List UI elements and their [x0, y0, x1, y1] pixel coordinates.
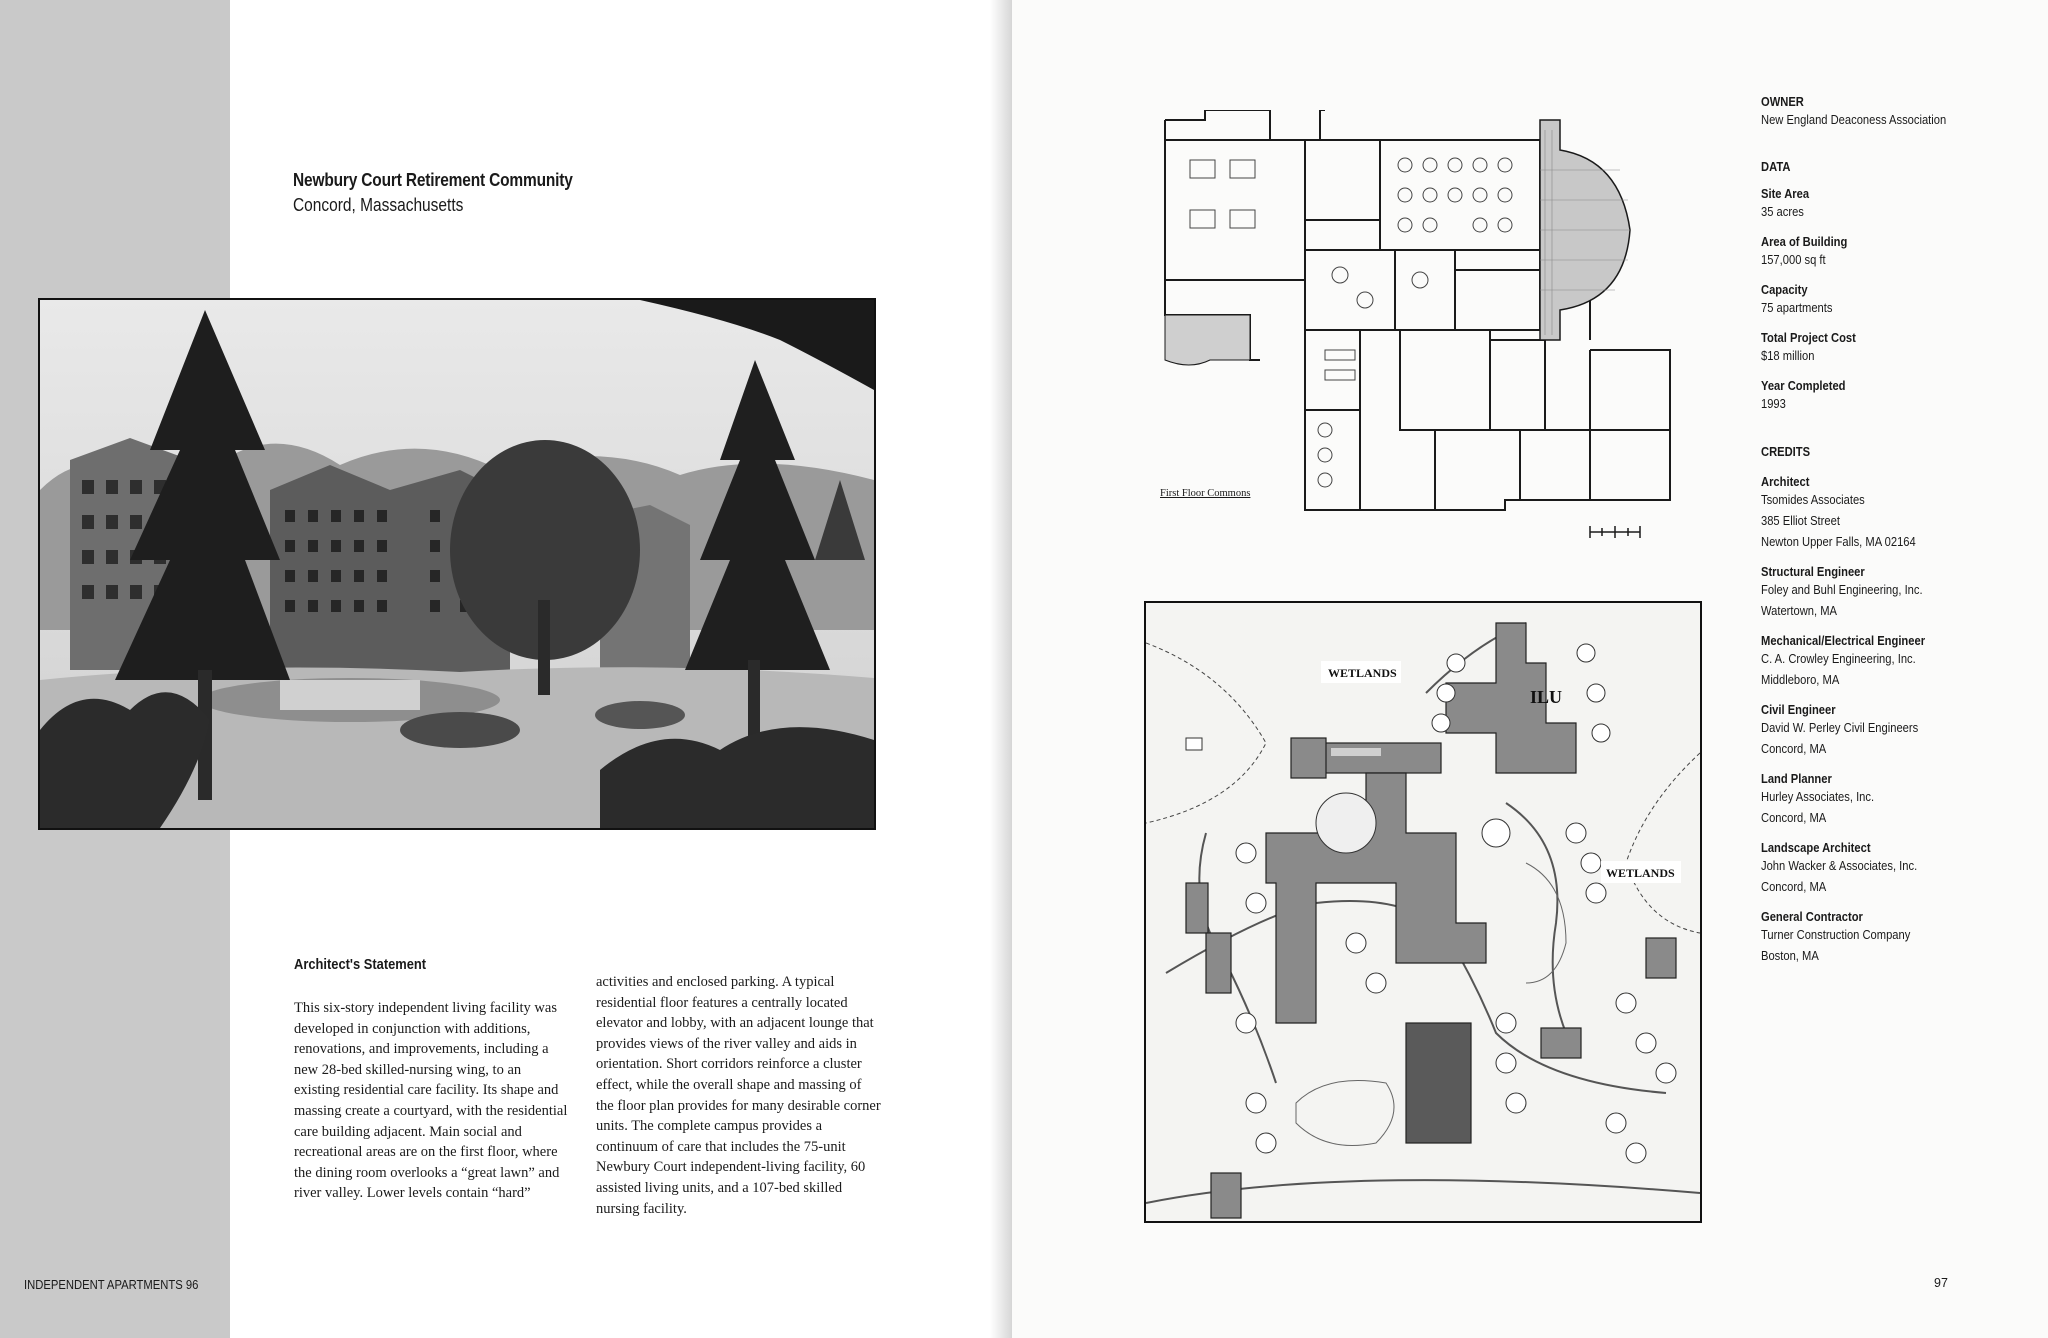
- credit-item: [1761, 474, 1941, 552]
- owner-value: New England Deaconess Association: [1761, 112, 1947, 127]
- data-item: [1761, 378, 1859, 414]
- credit-line: Turner Construction Company: [1761, 927, 1911, 942]
- credit-item: [1761, 633, 1952, 690]
- credit-line: John Wacker & Associates, Inc.: [1761, 858, 1918, 873]
- credit-line: 385 Elliot Street: [1761, 513, 1840, 528]
- credit-role: Land Planner: [1761, 771, 1832, 786]
- credit-role: General Contractor: [1761, 909, 1863, 924]
- left-page: [0, 0, 1012, 1338]
- credit-role: Civil Engineer: [1761, 702, 1836, 717]
- owner-section: [1761, 94, 1976, 130]
- credit-line: Watertown, MA: [1761, 603, 1838, 618]
- credit-item: [1761, 840, 1943, 897]
- data-item: [1761, 330, 1871, 366]
- data-label: Area of Building: [1761, 234, 1848, 249]
- site-plan-drawing: [1146, 603, 1700, 1221]
- wetlands-label-top: WETLANDS: [1328, 666, 1397, 680]
- data-value: 35 acres: [1761, 204, 1804, 219]
- credit-line: C. A. Crowley Engineering, Inc.: [1761, 651, 1916, 666]
- site-plan-image: [1144, 601, 1702, 1223]
- credit-role: Architect: [1761, 474, 1810, 489]
- gray-margin-band-top: [0, 0, 230, 298]
- data-value: $18 million: [1761, 348, 1815, 363]
- credit-line: Concord, MA: [1761, 741, 1827, 756]
- credit-line: Newton Upper Falls, MA 02164: [1761, 534, 1916, 549]
- gray-margin-band-bottom: [0, 830, 230, 1338]
- project-title: Newbury Court Retirement Community: [293, 170, 573, 190]
- owner-heading: OWNER: [1761, 94, 1804, 109]
- wetlands-label-right: WETLANDS: [1606, 866, 1675, 880]
- data-label: Total Project Cost: [1761, 330, 1856, 345]
- credit-line: Hurley Associates, Inc.: [1761, 789, 1875, 804]
- data-label: Year Completed: [1761, 378, 1846, 393]
- credit-item: [1761, 564, 1949, 621]
- credit-item: [1761, 771, 1893, 828]
- credits-heading: CREDITS: [1761, 444, 1811, 459]
- project-title-block: [293, 170, 618, 216]
- building-rendering-image: [38, 298, 876, 830]
- credit-line: Foley and Buhl Engineering, Inc.: [1761, 582, 1923, 597]
- credit-role: Structural Engineer: [1761, 564, 1865, 579]
- data-item: [1761, 186, 1817, 222]
- statement-column-2: [596, 972, 882, 1219]
- data-section: [1761, 159, 1795, 174]
- data-heading: DATA: [1761, 159, 1791, 174]
- credit-item: [1761, 702, 1944, 759]
- statement-column-1: [294, 998, 570, 1204]
- floor-plan-caption: First Floor Commons: [1160, 488, 1251, 499]
- credit-role: Landscape Architect: [1761, 840, 1871, 855]
- data-item: [1761, 282, 1844, 318]
- credit-line: David W. Perley Civil Engineers: [1761, 720, 1919, 735]
- credit-line: Middleboro, MA: [1761, 672, 1840, 687]
- data-value: 157,000 sq ft: [1761, 252, 1826, 267]
- credits-section: [1761, 444, 1818, 459]
- project-location: Concord, Massachusetts: [293, 195, 464, 215]
- credit-line: Concord, MA: [1761, 810, 1827, 825]
- credit-line: Concord, MA: [1761, 879, 1827, 894]
- data-value: 1993: [1761, 396, 1786, 411]
- statement-text-2: activities and enclosed parking. A typical residential floor features a centrally located elevator and lobby, with an adjacent lounge that provides views of the river valley and aids in orientation. Short corridors reinforce a cluster effect, while the overall shape and massing of the floor plan provides for many desirable corner units. The complete campus provides a continuum of care that includes the 75-unit Newbury Court independent-living facility, 60 assisted living units, and a 107-bed skilled nursing facility.: [596, 974, 881, 1217]
- credit-line: Tsomides Associates: [1761, 492, 1865, 507]
- credit-item: [1761, 909, 1935, 966]
- architects-statement-heading: Architect's Statement: [294, 956, 427, 973]
- running-footer-left: INDEPENDENT APARTMENTS 96: [24, 1278, 199, 1292]
- first-floor-plan-drawing: [1150, 110, 1710, 550]
- data-value: 75 apartments: [1761, 300, 1833, 315]
- page-number: 97: [1934, 1276, 1948, 1290]
- gray-margin-band-mid: [0, 298, 38, 830]
- credit-line: Boston, MA: [1761, 948, 1819, 963]
- ilu-label: ILU: [1530, 687, 1563, 707]
- building-rendering-drawing: [40, 300, 874, 828]
- credit-role: Mechanical/Electrical Engineer: [1761, 633, 1926, 648]
- data-item: [1761, 234, 1861, 270]
- data-label: Site Area: [1761, 186, 1810, 201]
- statement-text-1: This six-story independent living facility was developed in conjunction with additions, renovations, and improvements, including a new 28-bed skilled-nursing wing, to an existing residential care facility. Its shape and massing create a courtyard, with the residential care building adjacent. Main social and recreational areas are on the first floor, where the dining room overlooks a “great lawn” and river valley. Lower levels contain “hard”: [294, 1000, 568, 1202]
- data-label: Capacity: [1761, 282, 1808, 297]
